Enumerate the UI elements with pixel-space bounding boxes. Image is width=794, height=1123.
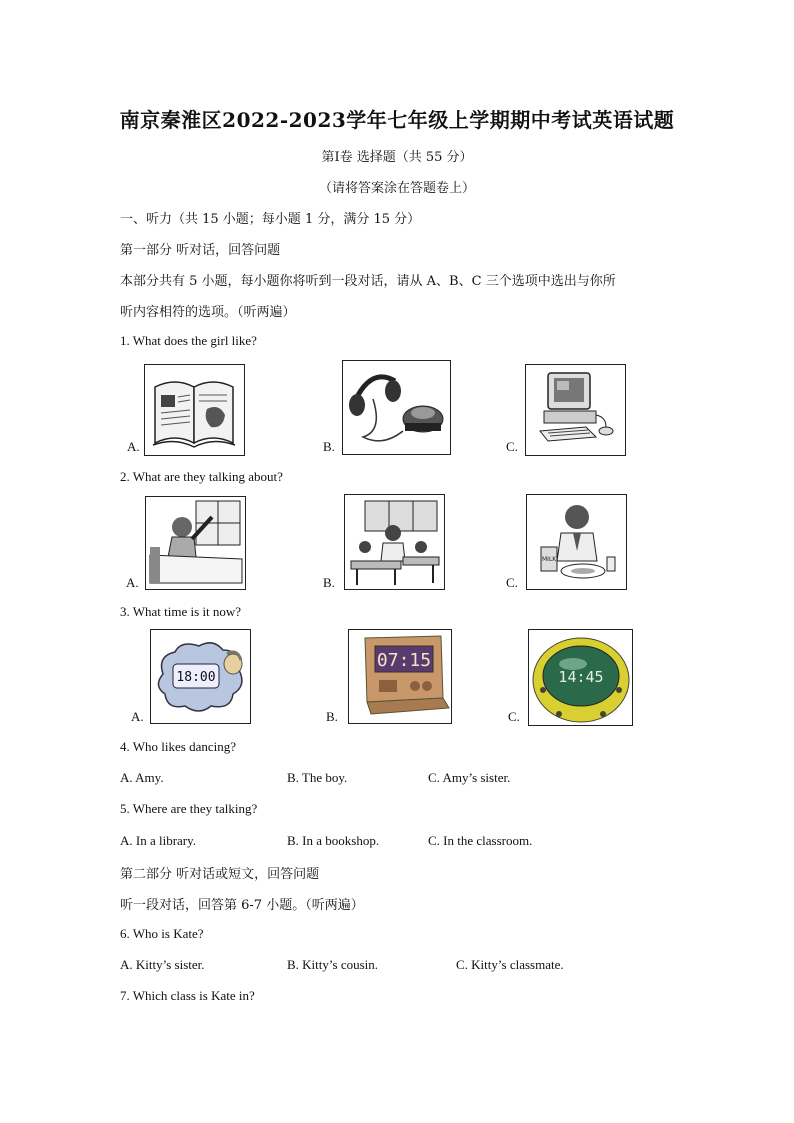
q1-image-c-computer [525, 364, 626, 456]
clock-b-time: 07:15 [376, 650, 432, 671]
q4-option-c: C. Amy’s sister. [428, 770, 511, 785]
answer-note: （请将答案涂在答题卷上） [318, 181, 475, 196]
q5-option-b: B. In a bookshop. [287, 833, 380, 848]
q3-option-a-label: A. [131, 709, 144, 724]
digital-clock-icon [349, 630, 451, 723]
question-2: 2. What are they talking about? [120, 469, 283, 484]
breakfast-icon [527, 495, 626, 589]
classroom-icon [345, 495, 444, 589]
question-6: 6. Who is Kate? [120, 926, 204, 941]
q1-image-b-headphones [342, 360, 451, 455]
q2-image-c-breakfast [526, 494, 627, 590]
q2-option-b-label: B. [323, 575, 335, 590]
q2-option-a-label: A. [126, 575, 139, 590]
part2-heading: 第二部分 听对话或短文，回答问题 [120, 867, 320, 882]
q1-option-b-label: B. [323, 439, 335, 454]
q6-option-a: A. Kitty’s sister. [120, 957, 205, 972]
question-4: 4. Who likes dancing? [120, 739, 237, 754]
question-1: 1. What does the girl like? [120, 333, 257, 348]
question-3: 3. What time is it now? [120, 604, 242, 619]
q1-image-a-open-book [144, 364, 245, 456]
clock-c-time: 14:45 [558, 668, 604, 686]
q4-option-a: A. Amy. [120, 770, 164, 785]
q3-option-c-label: C. [508, 709, 520, 724]
part1-instruction-line2: 听内容相符的选项。（听两遍） [120, 305, 296, 320]
exam-title: 南京秦淮区2022-2023学年七年级上学期期中考试英语试题 [119, 108, 675, 132]
svg-text:MILK: MILK [542, 556, 557, 563]
book-icon [145, 365, 244, 455]
part2-instruction: 听一段对话，回答第 6-7 小题。（听两遍） [120, 898, 364, 913]
q5-option-c: C. In the classroom. [428, 833, 533, 848]
q6-option-b: B. Kitty’s cousin. [287, 957, 379, 972]
q1-option-a-label: A. [127, 439, 140, 454]
q3-option-b-label: B. [326, 709, 338, 724]
q1-option-c-label: C. [506, 439, 518, 454]
sheep-clock-icon [151, 630, 250, 723]
q4-option-b: B. The boy. [287, 770, 348, 785]
q2-option-c-label: C. [506, 575, 518, 590]
q3-image-c-round-clock [528, 629, 633, 726]
question-5: 5. Where are they talking? [120, 801, 258, 816]
clock-a-time: 18:00 [176, 670, 216, 685]
section1-heading: 一、听力（共 15 小题；每小题 1 分，满分 15 分） [120, 212, 421, 227]
question-7: 7. Which class is Kate in? [120, 988, 255, 1003]
round-clock-icon [529, 630, 632, 725]
headphones-icon [343, 361, 450, 454]
q6-option-c: C. Kitty’s classmate. [456, 957, 564, 972]
q5-option-a: A. In a library. [120, 833, 197, 848]
computer-icon [526, 365, 625, 455]
q2-image-b-classroom [344, 494, 445, 590]
bedroom-icon [146, 497, 245, 589]
part1-instruction-line1: 本部分共有 5 小题，每小题你将听到一段对话，请从 A、B、C 三个选项中选出与你所 [120, 274, 616, 289]
q2-image-a-waking-up [145, 496, 246, 590]
volume-heading: 第Ⅰ卷 选择题（共 55 分） [321, 150, 473, 165]
q3-image-b-digital-clock [348, 629, 452, 724]
part1-heading: 第一部分 听对话，回答问题 [120, 243, 281, 258]
q3-image-a-sheep-clock [150, 629, 251, 724]
